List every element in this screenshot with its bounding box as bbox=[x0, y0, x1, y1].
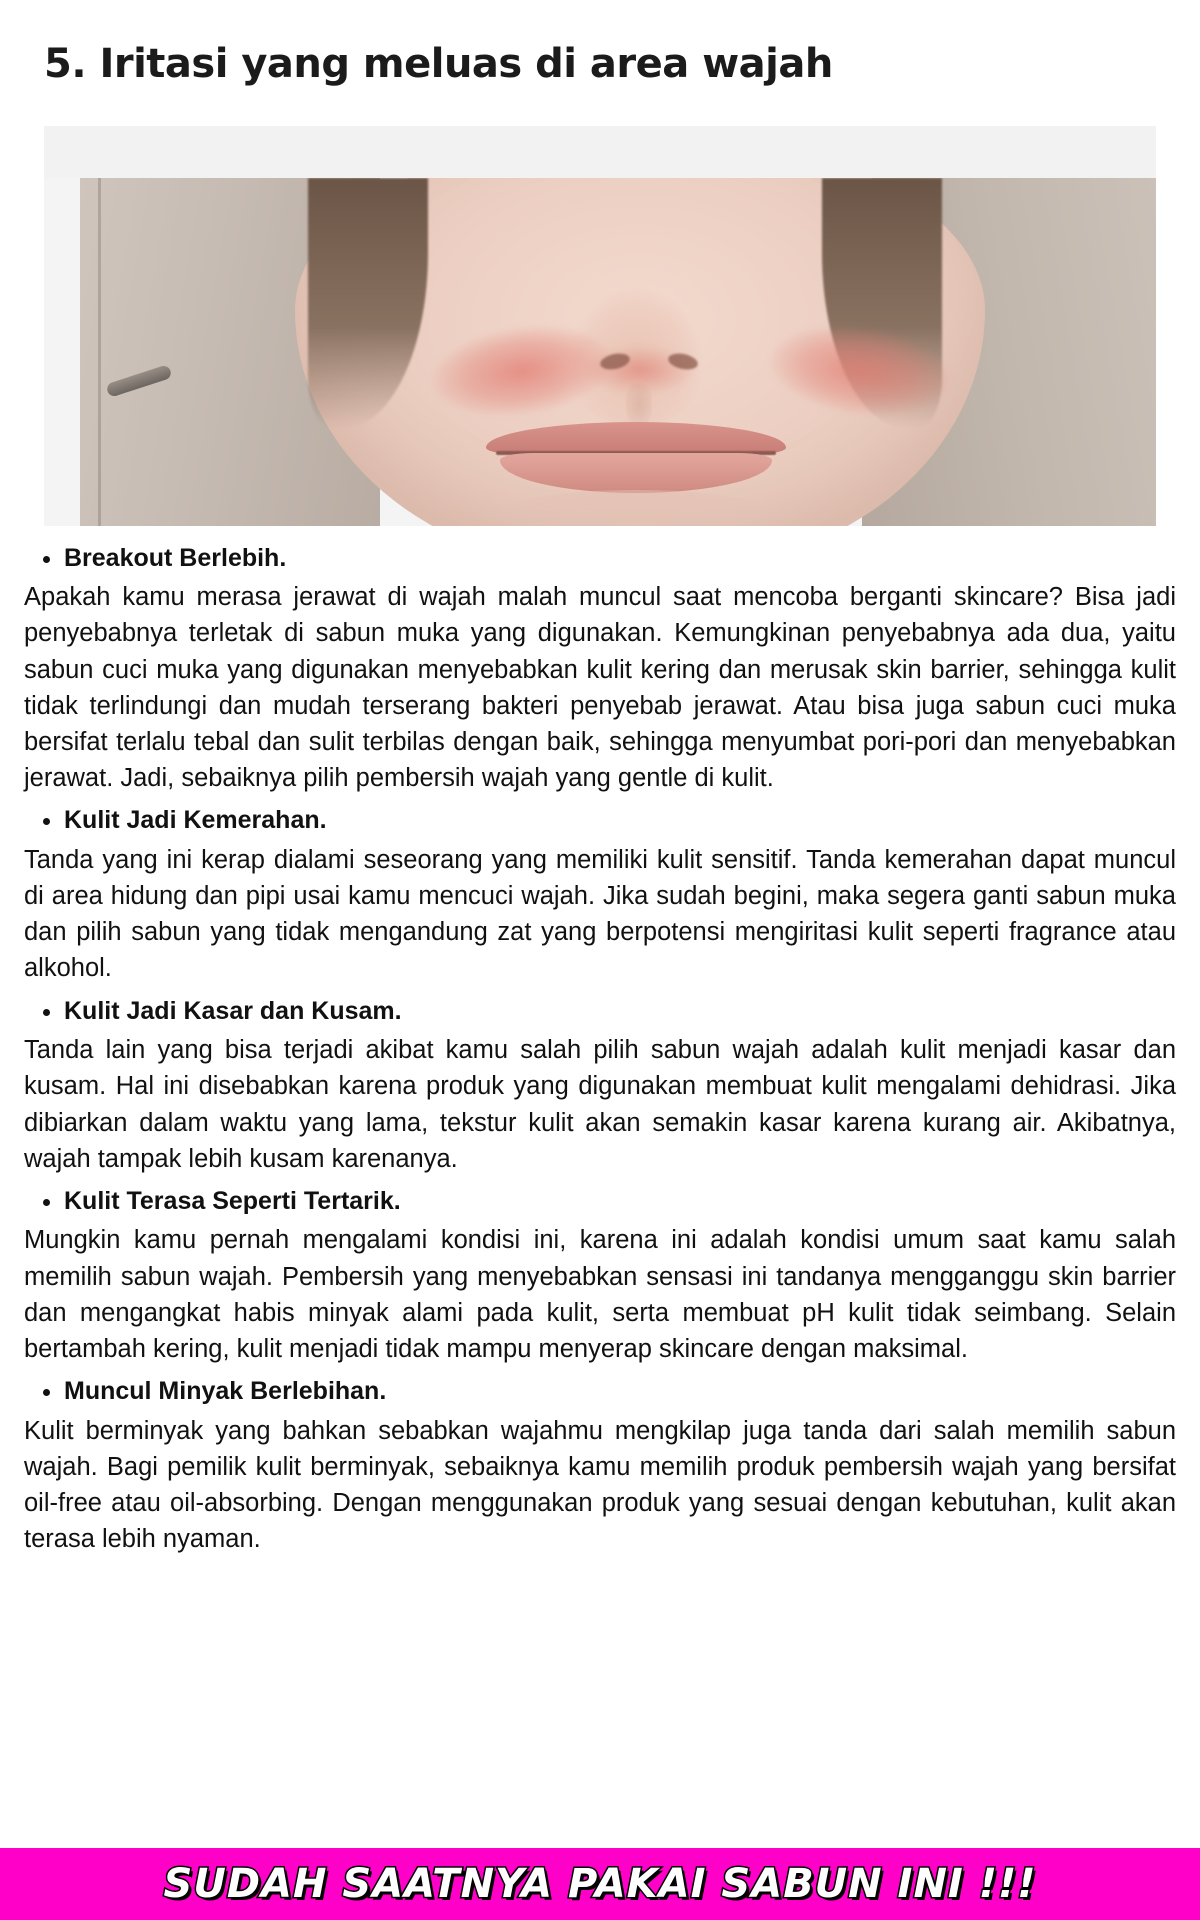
chin bbox=[506, 490, 766, 526]
list-item: • Breakout Berlebih. bbox=[64, 540, 1176, 578]
upper-lip bbox=[486, 422, 786, 454]
bullet-list-3 bbox=[24, 993, 1176, 1031]
list-item: • Kulit Terasa Seperti Tertarik. bbox=[64, 1183, 1176, 1221]
paragraph: Mungkin kamu pernah mengalami kondisi ini, karena ini adalah kondisi umum saat kamu salah memilih sabun wajah. Pembersih yang menyebabkan sensasi ini tandanya mengganggu skin barrier dan mengangkat habis minyak alami pada kulit, serta membuat pH kulit tidak seimbang. Selain bertambah kering, kulit menjadi tidak mampu menyerap skincare dengan maksimal. bbox=[24, 1226, 1176, 1364]
bullet-list-2 bbox=[24, 802, 1176, 840]
list-item: • Muncul Minyak Berlebihan. bbox=[64, 1373, 1176, 1411]
cta-banner[interactable] bbox=[0, 1848, 1200, 1920]
face-redness-photo bbox=[80, 178, 1156, 526]
article-content bbox=[0, 526, 1200, 1562]
bullet-list-5 bbox=[24, 1373, 1176, 1411]
paragraph: Tanda yang ini kerap dialami seseorang yang memiliki kulit sensitif. Tanda kemerahan dapat muncul di area hidung dan pipi usai kamu mencuci wajah. Jika sudah begini, maka segera ganti sabun muka dan pilih sabun yang tidak mengandung zat yang berpotensi mengiritasi kulit seperti fragrance atau alkohol. bbox=[24, 845, 1176, 983]
content-spacer bbox=[0, 1562, 1200, 1834]
cta-banner-text: SUDAH SAATNYA PAKAI SABUN INI !!! bbox=[163, 1861, 1037, 1907]
face-photo-figure bbox=[44, 126, 1156, 526]
bullet-list-4 bbox=[24, 1183, 1176, 1221]
photo-topbar bbox=[44, 126, 1156, 178]
background-object bbox=[105, 364, 172, 398]
paragraph: Tanda lain yang bisa terjadi akibat kamu salah pilih sabun wajah adalah kulit menjadi kasar dan kusam. Hal ini disebabkan karena produk yang digunakan membuat kulit mengalami dehidrasi. Jika dibiarkan dalam waktu yang lama, tekstur kulit akan semakin kasar karena kurang air. Akibatnya, wajah tampak lebih kusam karenanya. bbox=[24, 1036, 1176, 1173]
list-item: • Kulit Jadi Kemerahan. bbox=[64, 802, 1176, 840]
page-title: 5. Iritasi yang meluas di area wajah bbox=[44, 40, 833, 87]
lips bbox=[486, 422, 786, 492]
list-item: • Kulit Jadi Kasar dan Kusam. bbox=[64, 993, 1176, 1031]
paragraph: Kulit berminyak yang bahkan sebabkan wajahmu mengkilap juga tanda dari salah memilih sabun wajah. Bagi pemilik kulit berminyak, sebaiknya kamu memilih produk pembersih wajah yang bersifat oil-free atau oil-absorbing. Dengan menggunakan produk yang sesuai dengan kebutuhan, kulit akan terasa lebih nyaman. bbox=[24, 1416, 1176, 1554]
bullet-list-1 bbox=[24, 540, 1176, 578]
lower-lip bbox=[500, 453, 772, 493]
philtrum bbox=[626, 383, 652, 425]
wall-edge bbox=[98, 178, 101, 526]
paragraph: Apakah kamu merasa jerawat di wajah malah muncul saat mencoba berganti skincare? Bisa jadi penyebabnya terletak di sabun muka yang digunakan. Kemungkinan penyebabnya ada dua, yaitu sabun cuci muka yang digunakan menyebabkan kulit kering dan merusak skin barrier, sehingga kulit tidak terlindungi dan mudah terserang bakteri penyebab jerawat. Atau bisa juga sabun cuci muka bersifat terlalu tebal dan sulit terbilas dengan baik, sehingga menyumbat pori-pori dan menyebabkan jerawat. Jadi, sebaiknya pilih pembersih wajah yang gentle di kulit. bbox=[24, 583, 1176, 793]
